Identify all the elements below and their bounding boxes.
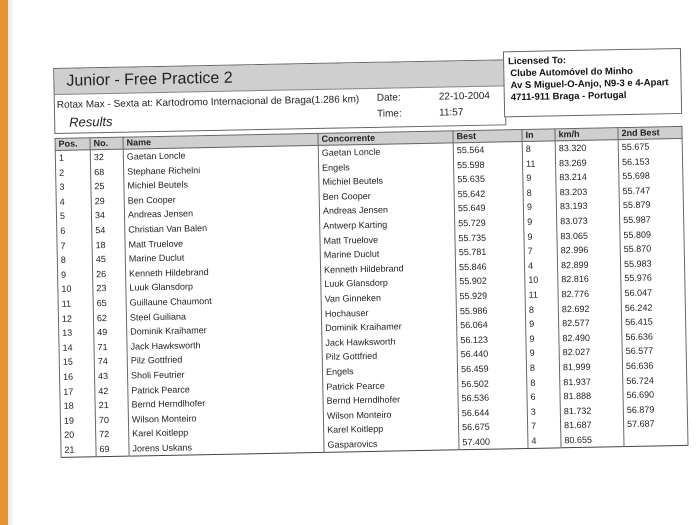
cell-name: Steel Guiliana — [126, 306, 321, 324]
cell-name: Christian Van Balen — [125, 219, 320, 237]
license-heading: Licensed To: — [508, 55, 567, 68]
cell-in: 9 — [524, 229, 557, 244]
cell-best: 55.649 — [454, 200, 523, 216]
cell-name: Marine Duclut — [125, 248, 320, 266]
cell-kmh: 82.776 — [558, 286, 621, 302]
cell-name: Patrick Pearce — [128, 379, 323, 397]
license-line: 4711-911 Braga - Portugal — [510, 89, 627, 104]
cell-no: 49 — [94, 325, 127, 340]
cell-in: 4 — [528, 433, 561, 449]
cell-name: Stephane Richelni — [124, 161, 319, 179]
cell-kmh: 83.269 — [555, 155, 618, 171]
cell-best: 56.644 — [458, 405, 527, 421]
cell-name: Andreas Jensen — [124, 204, 319, 222]
cell-pos: 15 — [59, 355, 94, 370]
cell-kmh: 83.073 — [557, 213, 620, 229]
cell-best: 55.781 — [455, 244, 524, 260]
cell-pos: 4 — [56, 194, 91, 209]
cell-name: Bernd Herndlhofer — [128, 394, 323, 412]
cell-no: 72 — [96, 427, 129, 442]
cell-in: 11 — [522, 156, 555, 171]
cell-no: 68 — [91, 164, 124, 179]
cell-in: 8 — [522, 141, 555, 157]
cell-best: 55.729 — [455, 215, 524, 231]
cell-kmh: 81.999 — [559, 359, 622, 375]
date-value: 22-10-2004 — [438, 90, 491, 103]
cell-kmh: 83.320 — [555, 140, 618, 156]
cell-pos: 19 — [60, 413, 95, 428]
cell-pos: 14 — [59, 340, 94, 355]
cell-kmh: 81.732 — [560, 403, 623, 419]
col-header-no: No. — [90, 137, 123, 150]
cell-concorrente: Karel Koitlepp — [324, 421, 459, 438]
cell-concorrente: Bernd Herndlhofer — [323, 391, 458, 408]
col-header-name: Name — [123, 133, 318, 149]
cell-pos: 6 — [57, 223, 92, 238]
cell-no: 25 — [91, 179, 124, 194]
cell-no: 18 — [92, 237, 125, 252]
cell-kmh: 82.577 — [559, 315, 622, 331]
cell-no: 21 — [95, 398, 128, 413]
cell-best: 55.635 — [454, 171, 523, 187]
cell-no: 71 — [94, 339, 127, 354]
cell-2nd-best: 56.242 — [621, 299, 685, 315]
col-header-concorrente: Concorrente — [318, 131, 453, 146]
col-header-in: In — [522, 129, 555, 142]
cell-name: Jack Hawksworth — [127, 336, 322, 354]
cell-in: 8 — [525, 302, 558, 317]
cell-in: 8 — [526, 360, 559, 375]
results-document — [53, 48, 689, 470]
cell-in: 7 — [527, 419, 560, 434]
cell-name: Dominik Kraihamer — [127, 321, 322, 339]
cell-no: 29 — [91, 193, 124, 208]
cell-2nd-best: 56.636 — [622, 358, 686, 374]
cell-concorrente: Hochauser — [321, 304, 456, 321]
cell-pos: 18 — [60, 398, 95, 413]
col-header-pos: Pos. — [55, 138, 90, 151]
cell-name: Wilson Monteiro — [128, 409, 323, 427]
cell-no: 70 — [95, 412, 128, 427]
cell-kmh: 81.687 — [560, 417, 623, 433]
cell-in: 9 — [526, 331, 559, 346]
cell-in: 11 — [525, 287, 558, 302]
cell-best: 55.598 — [453, 157, 522, 173]
cell-2nd-best: 57.687 — [623, 416, 687, 432]
cell-2nd-best: 55.987 — [620, 212, 684, 228]
cell-kmh: 82.816 — [558, 271, 621, 287]
cell-kmh: 83.203 — [556, 184, 619, 200]
cell-2nd-best: 55.698 — [619, 168, 683, 184]
cell-best: 55.929 — [456, 288, 525, 304]
cell-2nd-best: 56.724 — [623, 372, 687, 388]
cell-kmh: 80.655 — [561, 432, 624, 448]
cell-2nd-best: 56.047 — [621, 285, 685, 301]
cell-no: 65 — [93, 296, 126, 311]
cell-no: 32 — [90, 149, 123, 165]
cell-2nd-best: 55.976 — [621, 270, 685, 286]
cell-kmh: 81.937 — [560, 374, 623, 390]
results-heading: Results — [69, 113, 113, 130]
cell-best: 55.642 — [454, 186, 523, 202]
cell-in: 9 — [524, 214, 557, 229]
cell-2nd-best: 56.879 — [623, 402, 687, 418]
cell-kmh: 82.490 — [559, 330, 622, 346]
cell-2nd-best: 56.636 — [622, 329, 686, 345]
cell-concorrente: Patrick Pearce — [323, 377, 458, 394]
cell-concorrente: Pilz Gottfried — [322, 348, 457, 365]
cell-concorrente: Antwerp Karting — [320, 216, 455, 233]
cell-name: Karel Koitlepp — [129, 423, 324, 441]
cell-no: 69 — [96, 441, 129, 457]
cell-in: 4 — [524, 258, 557, 273]
cell-name: Pilz Gottfried — [127, 350, 322, 368]
cell-no: 54 — [92, 223, 125, 238]
cell-in: 6 — [527, 389, 560, 404]
cell-best: 56.440 — [457, 346, 526, 362]
cell-pos: 2 — [56, 165, 91, 180]
cell-pos: 7 — [57, 238, 92, 253]
cell-pos: 5 — [56, 209, 91, 224]
cell-in: 7 — [524, 244, 557, 259]
cell-no: 62 — [93, 310, 126, 325]
cell-name: Sholi Feutrier — [127, 365, 322, 383]
cell-in: 9 — [526, 346, 559, 361]
cell-best: 56.536 — [458, 390, 527, 406]
cell-best: 55.735 — [455, 230, 524, 246]
cell-name: Matt Truelove — [125, 233, 320, 251]
cell-2nd-best: 55.675 — [618, 138, 682, 154]
cell-concorrente: Wilson Monteiro — [323, 406, 458, 423]
cell-best: 55.902 — [456, 273, 525, 289]
cell-2nd-best: 56.690 — [623, 387, 687, 403]
header-box — [53, 59, 506, 134]
cell-no: 23 — [93, 281, 126, 296]
cell-no: 74 — [94, 354, 127, 369]
cell-best: 56.123 — [457, 332, 526, 348]
cell-best: 55.846 — [455, 259, 524, 275]
cell-kmh: 82.027 — [559, 344, 622, 360]
cell-kmh: 83.214 — [556, 169, 619, 185]
cell-kmh: 83.193 — [556, 199, 619, 215]
cell-no: 45 — [92, 252, 125, 267]
cell-best: 55.986 — [456, 303, 525, 319]
cell-pos: 21 — [61, 442, 96, 458]
cell-2nd-best: 55.809 — [620, 226, 684, 242]
cell-2nd-best: 55.879 — [619, 197, 683, 213]
cell-name: Gaetan Loncle — [123, 145, 318, 164]
cell-concorrente: Gasparovics — [324, 435, 459, 453]
cell-pos: 11 — [58, 296, 93, 311]
cell-kmh: 83.065 — [557, 228, 620, 244]
cell-concorrente: Dominik Kraihamer — [322, 318, 457, 335]
cell-2nd-best — [624, 431, 688, 447]
cell-concorrente: Andreas Jensen — [319, 202, 454, 219]
cell-in: 3 — [527, 404, 560, 419]
cell-2nd-best: 55.747 — [619, 183, 683, 199]
cell-concorrente: Gaetan Loncle — [318, 143, 453, 161]
cell-kmh: 82.899 — [557, 257, 620, 273]
license-line: Clube Automóvel do Minho — [510, 65, 634, 80]
cell-name: Michiel Beutels — [124, 175, 319, 193]
cell-no: 42 — [95, 383, 128, 398]
cell-best: 56.459 — [457, 361, 526, 377]
cell-concorrente: Engels — [318, 158, 453, 175]
cell-no: 26 — [92, 266, 125, 281]
cell-name: Jorens Uskans — [129, 438, 324, 457]
cell-2nd-best: 56.577 — [622, 343, 686, 359]
time-label: Time: — [376, 108, 402, 120]
cell-pos: 8 — [57, 252, 92, 267]
cell-in: 9 — [523, 171, 556, 186]
cell-pos: 1 — [55, 150, 90, 166]
cell-2nd-best: 56.415 — [622, 314, 686, 330]
cell-kmh: 82.996 — [557, 242, 620, 258]
cell-best: 56.675 — [458, 419, 527, 435]
cell-pos: 13 — [59, 325, 94, 340]
cell-concorrente: Michiel Beutels — [319, 173, 454, 190]
cell-pos: 12 — [58, 311, 93, 326]
cell-kmh: 81.888 — [560, 388, 623, 404]
cell-2nd-best: 55.983 — [620, 256, 684, 272]
cell-concorrente: Marine Duclut — [320, 245, 455, 262]
time-value: 11:57 — [438, 107, 464, 119]
date-label: Date: — [376, 92, 401, 104]
cell-kmh: 82.692 — [558, 301, 621, 317]
cell-name: Luuk Glansdorp — [126, 277, 321, 295]
cell-in: 9 — [526, 316, 559, 331]
cell-in: 8 — [523, 185, 556, 200]
cell-in: 9 — [523, 200, 556, 215]
col-header-2nd-best: 2nd Best — [618, 126, 682, 139]
cell-pos: 16 — [59, 369, 94, 384]
cell-concorrente: Matt Truelove — [320, 231, 455, 248]
cell-pos: 17 — [60, 384, 95, 399]
cell-concorrente: Ben Cooper — [319, 187, 454, 204]
results-table — [54, 126, 688, 458]
cell-name: Ben Cooper — [124, 190, 319, 208]
license-line: Av S Miguel-O-Anjo, N9-3 e 4-Apart — [510, 77, 669, 92]
cell-best: 57.400 — [459, 434, 528, 450]
cell-concorrente: Jack Hawksworth — [322, 333, 457, 350]
cell-concorrente: Van Ginneken — [321, 289, 456, 306]
cell-pos: 20 — [61, 428, 96, 443]
col-header-best: Best — [453, 130, 522, 143]
cell-name: Guillaune Chaumont — [126, 292, 321, 310]
cell-pos: 10 — [58, 282, 93, 297]
cell-pos: 3 — [56, 179, 91, 194]
cell-no: 43 — [94, 369, 127, 384]
cell-name: Kenneth Hildebrand — [125, 263, 320, 281]
cell-best: 55.564 — [453, 142, 522, 158]
cell-in: 10 — [525, 273, 558, 288]
cell-no: 34 — [91, 208, 124, 223]
document-title: Junior - Free Practice 2 — [54, 60, 504, 95]
license-box — [503, 48, 682, 117]
cell-in: 8 — [527, 375, 560, 390]
event-subtitle: Rotax Max - Sexta at: Kartodromo Internacional de Braga(1.286 km) — [56, 94, 360, 111]
cell-concorrente: Engels — [322, 362, 457, 379]
col-header-kmh: km/h — [555, 128, 618, 141]
cell-2nd-best: 56.153 — [618, 154, 682, 170]
cell-concorrente: Luuk Glansdorp — [321, 275, 456, 292]
cell-best: 56.064 — [457, 317, 526, 333]
cell-best: 56.502 — [458, 375, 527, 391]
cell-pos: 9 — [57, 267, 92, 282]
cell-concorrente: Kenneth Hildebrand — [320, 260, 455, 277]
cell-2nd-best: 55.870 — [620, 241, 684, 257]
